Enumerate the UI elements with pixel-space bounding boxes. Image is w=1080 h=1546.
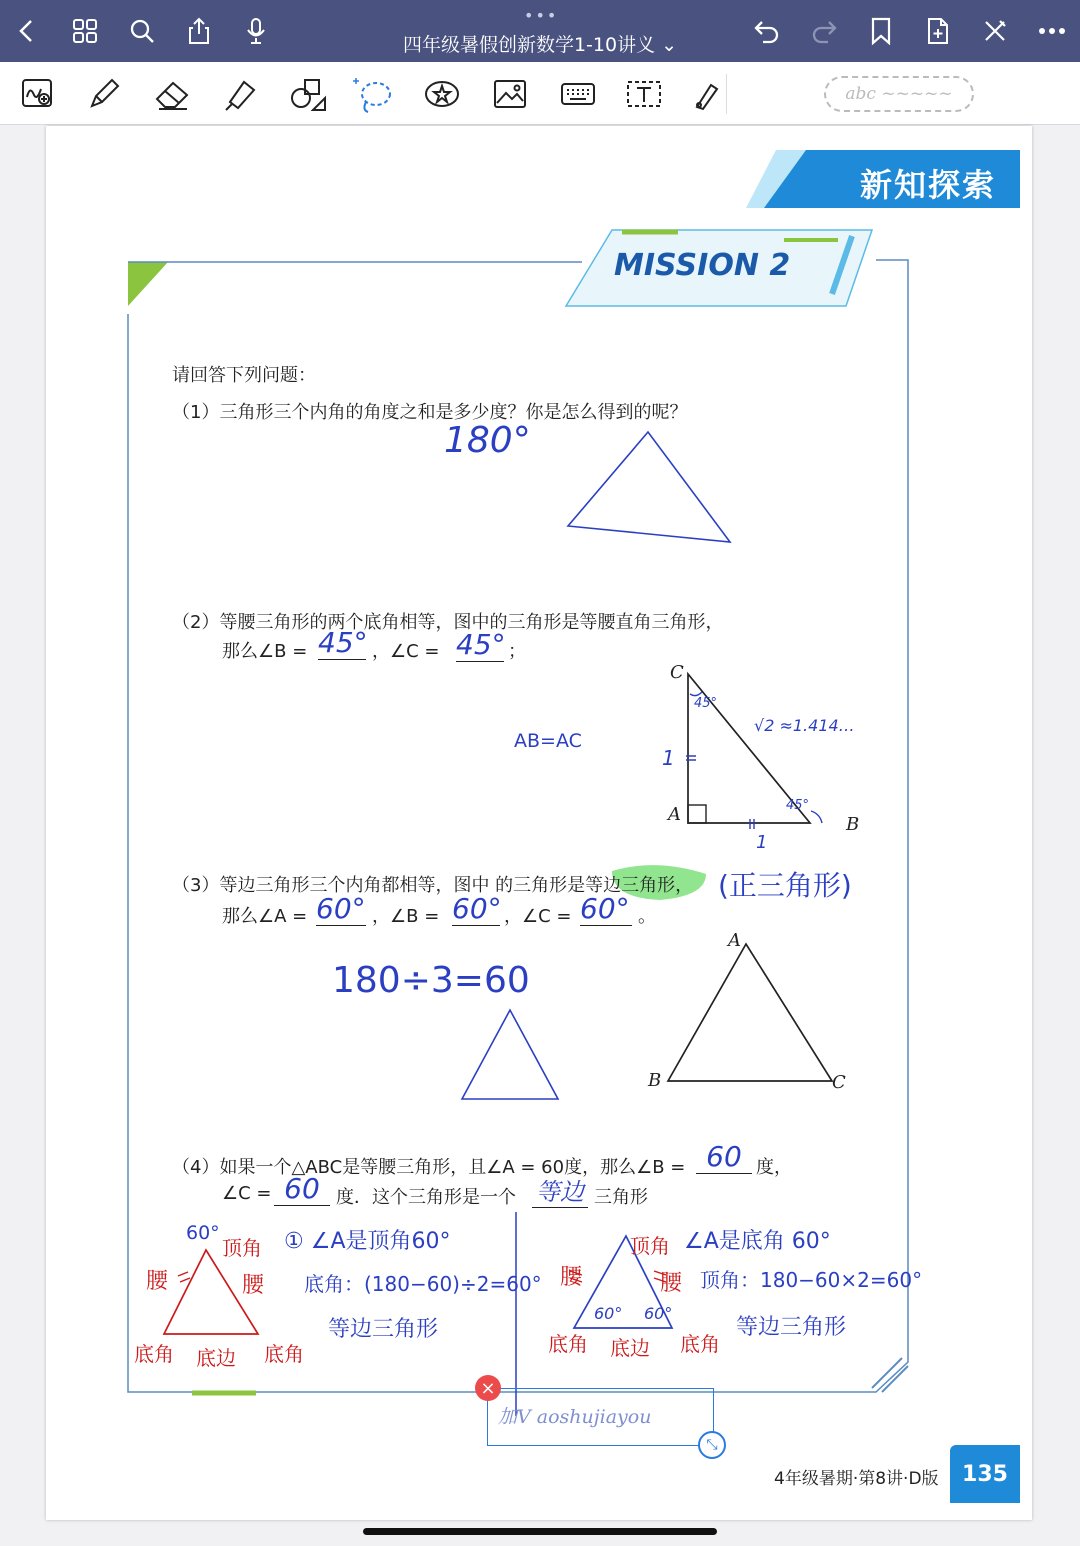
add-page-icon[interactable] — [921, 14, 955, 48]
microphone-icon[interactable] — [239, 14, 273, 48]
close-icon: × — [480, 1377, 496, 1399]
right-base-l-label: 底角 — [548, 1332, 588, 1356]
question-3-line2-a: 那么∠A = — [222, 906, 308, 927]
q1-answer: 180° — [444, 420, 531, 461]
question-2-line2-a: 那么∠B = — [222, 641, 308, 662]
lasso-tool-icon[interactable] — [352, 74, 392, 114]
right-note-line1: ∠A是底角 60° — [684, 1229, 831, 1254]
q3-answer-a: 60° — [316, 892, 366, 925]
page-number: 135 — [950, 1445, 1020, 1503]
left-base-l-label: 底角 — [134, 1342, 174, 1366]
question-3-line2-d: 。 — [638, 906, 656, 927]
share-icon[interactable] — [182, 14, 216, 48]
q2-hypotenuse-note: √2 ≈1.414… — [754, 716, 855, 735]
q4-answer-type: 等边 — [532, 1172, 588, 1208]
top-nav-bar — [0, 0, 1080, 62]
text-box-content[interactable]: 加V aoshujiayou — [498, 1406, 652, 1428]
q2-answer-c: 45° — [456, 628, 506, 661]
eraser-tool-icon[interactable] — [152, 74, 192, 114]
right-leg-r-label: 腰 — [660, 1271, 683, 1296]
q2-angle-b-note: 45° — [786, 798, 810, 813]
drag-handle-dots[interactable]: ••• — [524, 6, 559, 25]
right-note-line2: 顶角：180−60×2=60° — [700, 1268, 923, 1292]
question-1: （1）三角形三个内角的角度之和是多少度？你是怎么得到的呢？ — [172, 402, 688, 423]
question-4-line1-b: 度， — [756, 1157, 792, 1178]
more-options-icon[interactable] — [1035, 14, 1069, 48]
mission-title: MISSION 2 — [614, 248, 791, 283]
right-angle-1: 60° — [594, 1304, 623, 1323]
q3-answer-c: 60° — [580, 892, 632, 926]
question-4-line2-b: 度．这个三角形是一个 — [336, 1187, 516, 1208]
vertex-c-label: C — [670, 662, 684, 683]
question-3-line1: （3）等边三角形三个内角都相等，图中 的三角形是等边三角形， — [172, 875, 694, 896]
grid-view-icon[interactable] — [68, 14, 102, 48]
back-icon[interactable] — [10, 14, 44, 48]
right-angle-2: 60° — [644, 1304, 673, 1323]
pen-style-preview[interactable]: abc ~~~~~ — [824, 76, 974, 112]
vertex-c-label-2: C — [832, 1072, 846, 1093]
left-note-line1: ① ∠A是顶角60° — [284, 1229, 451, 1254]
drawing-toolbar — [0, 62, 1080, 125]
question-4-line2-a: ∠C = — [222, 1183, 272, 1204]
q2-note: AB=AC — [514, 730, 582, 752]
question-3-line2-b: ，∠B = — [372, 906, 440, 927]
left-top-angle: 60° — [186, 1222, 220, 1244]
question-2-line1: （2）等腰三角形的两个底角相等，图中的三角形是等腰直角三角形， — [172, 612, 724, 633]
right-leg-l-label: 腰 — [560, 1265, 583, 1290]
left-note-line2: 底角：(180−60)÷2=60° — [304, 1272, 542, 1296]
left-leg-l-label: 腰 — [146, 1269, 169, 1294]
q2-side-label: 1 — [662, 746, 675, 770]
q3-calculation: 180÷3=60 — [332, 960, 530, 1001]
vertex-b-label: B — [846, 814, 860, 835]
question-2-line2-b: ，∠C = — [372, 641, 440, 662]
delete-text-box-button[interactable] — [475, 1375, 501, 1401]
q2-answer-b: 45° — [318, 626, 368, 659]
q4-answer-c: 60 — [274, 1172, 330, 1206]
left-base-r-label: 底角 — [264, 1342, 304, 1366]
right-apex-label: 顶角 — [630, 1234, 670, 1258]
vertex-a-label-2: A — [728, 930, 741, 951]
toolbar-divider — [726, 74, 727, 114]
laser-pointer-icon[interactable] — [684, 74, 724, 114]
resize-handle[interactable] — [698, 1431, 726, 1459]
shapes-tool-icon[interactable] — [288, 74, 328, 114]
left-leg-r-label: 腰 — [242, 1273, 265, 1298]
question-2-line2-c: ； — [508, 641, 526, 662]
resize-icon: ⤡ — [706, 1437, 718, 1453]
left-base-label: 底边 — [196, 1346, 236, 1370]
redo-icon[interactable] — [807, 14, 841, 48]
question-4-line2-c: 三角形 — [594, 1187, 648, 1208]
document-title[interactable]: 四年级暑假创新数学1-10讲义 ⌄ — [402, 34, 678, 56]
document-page[interactable] — [46, 126, 1032, 1520]
handwriting-zoom-icon[interactable] — [18, 74, 58, 114]
page-decorations — [46, 126, 1032, 1520]
right-base-r-label: 底角 — [680, 1332, 720, 1356]
page-footer: 4年级暑期·第8讲·D版 — [774, 1469, 939, 1489]
left-note-line3: 等边三角形 — [328, 1317, 439, 1342]
right-base-label: 底边 — [610, 1336, 650, 1360]
left-apex-label: 顶角 — [222, 1236, 262, 1260]
q2-angle-c-note: 45° — [694, 696, 718, 711]
q3-note: (正三角形) — [718, 869, 852, 902]
chevron-down-icon: ⌄ — [661, 34, 678, 56]
search-icon[interactable] — [125, 14, 159, 48]
pen-tool-icon[interactable] — [84, 74, 124, 114]
question-4-line1-a: （4）如果一个△ABC是等腰三角形，且∠A = 60度，那么∠B = — [172, 1157, 686, 1178]
q2-base-label: 1 — [756, 832, 768, 853]
close-pen-icon[interactable] — [978, 14, 1012, 48]
right-note-line3: 等边三角形 — [736, 1315, 847, 1340]
sticker-tool-icon[interactable] — [422, 74, 462, 114]
vertex-a-label: A — [668, 804, 681, 825]
section-banner: 新知探索 — [859, 166, 996, 204]
vertex-b-label-2: B — [648, 1070, 662, 1091]
text-box-tool-icon[interactable] — [624, 74, 664, 114]
q4-answer-b: 60 — [696, 1140, 752, 1174]
home-indicator[interactable] — [363, 1528, 717, 1535]
intro-text: 请回答下列问题： — [172, 365, 316, 386]
keyboard-tool-icon[interactable] — [558, 74, 598, 114]
bookmark-icon[interactable] — [864, 14, 898, 48]
image-tool-icon[interactable] — [490, 74, 530, 114]
undo-icon[interactable] — [750, 14, 784, 48]
highlighter-tool-icon[interactable] — [220, 74, 260, 114]
question-3-line2-c: ，∠C = — [504, 906, 572, 927]
q3-answer-b: 60° — [452, 892, 502, 925]
